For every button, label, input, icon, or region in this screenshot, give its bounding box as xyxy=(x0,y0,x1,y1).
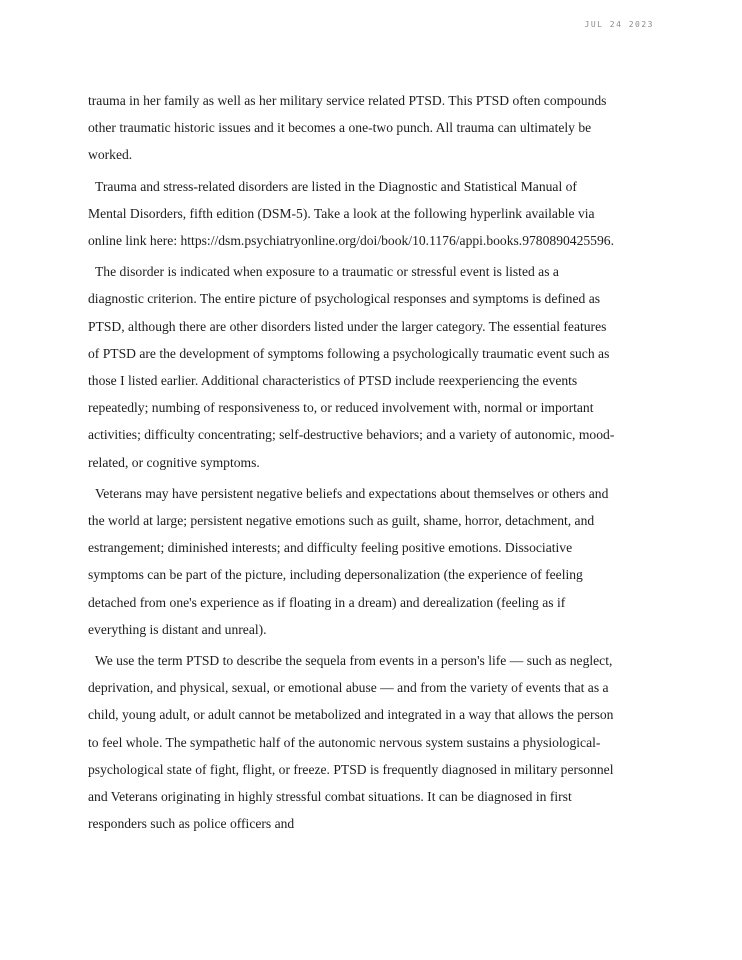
body-text xyxy=(88,87,616,841)
paragraph-3: The disorder is indicated when exposure to a traumatic or stressful event is listed as a diagnostic criterion. The entire picture of psychological responses and symptoms is defined as PTSD, although there are other disorders listed under the larger category. The essential features of PTSD are the development of symptoms following a psychologically traumatic event such as those I listed earlier. Additional characteristics of PTSD include reexperiencing the events repeatedly; numbing of responsiveness to, or reduced involvement with, normal or important activities; difficulty concentrating; self-destructive behaviors; and a variety of autonomic, mood-related, or cognitive symptoms. xyxy=(88,264,615,470)
paragraph-4: Veterans may have persistent negative beliefs and expectations about themselves or others and the world at large; persistent negative emotions such as guilt, shame, horror, detachment, and estrangement; diminished interests; and difficulty feeling positive emotions. Dissociative symptoms can be part of the picture, including depersonalization (the experience of feeling detached from one's experience as if floating in a dream) and derealization (feeling as if everything is distant and unreal). xyxy=(88,485,609,637)
paragraph-2: Trauma and stress-related disorders are listed in the Diagnostic and Statistical Manual of Mental Disorders, fifth edition (DSM-5). Take a look at the following hyperlink available via online link here: https://dsm.psychiatryonline.org/doi/book/10.1176/appi.books.9780890425596. xyxy=(88,178,614,249)
date-stamp: JUL 24 2023 xyxy=(584,20,654,29)
paragraph-1: trauma in her family as well as her military service related PTSD. This PTSD often compounds other traumatic historic issues and it becomes a one-two punch. All trauma can ultimately be worked. xyxy=(88,93,607,163)
paragraph-5: We use the term PTSD to describe the sequela from events in a person's life — such as neglect, deprivation, and physical, sexual, or emotional abuse — and from the variety of events that as a child, young adult, or adult cannot be metabolized and integrated in a way that allows the person to feel whole. The sympathetic half of the autonomic nervous system sustains a physiological-psychological state of fight, flight, or freeze. PTSD is frequently diagnosed in military personnel and Veterans originating in highly stressful combat situations. It can be diagnosed in first responders such as police officers and xyxy=(88,653,614,832)
